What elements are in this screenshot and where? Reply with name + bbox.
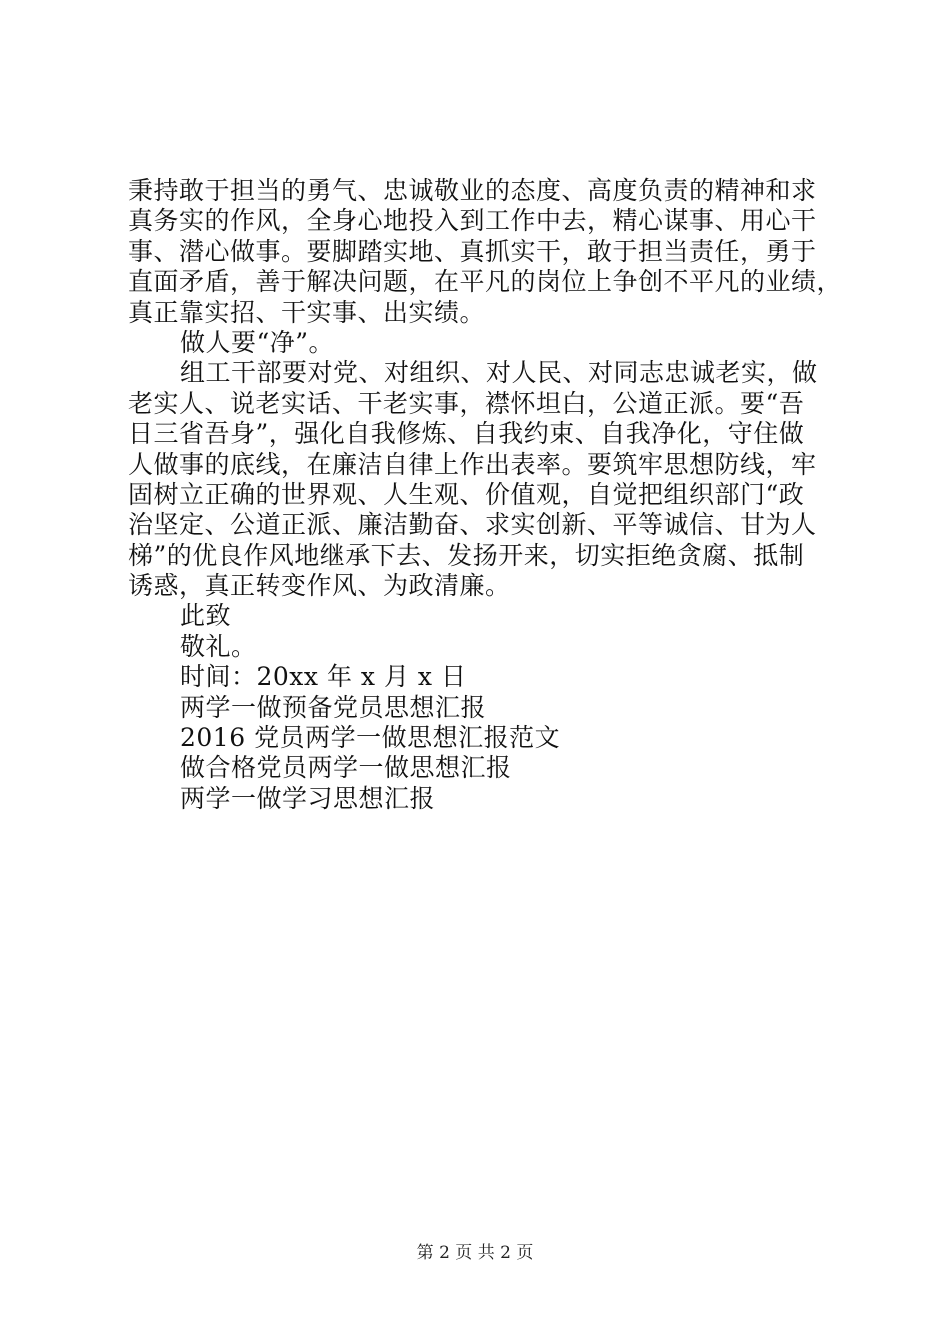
related-title: 两学一做预备党员思想汇报 (180, 692, 487, 722)
related-title: 2016 党员两学一做思想汇报范文 (180, 723, 561, 753)
page-footer (0, 1243, 950, 1263)
date-line: 时间：20xx 年 x 月 x 日 (180, 662, 467, 692)
closing-text: 此致 (180, 601, 232, 631)
paragraph-line: 真务实的作风，全身心地投入到工作中去，精心谋事、用心干 (128, 206, 817, 236)
document-body (128, 176, 843, 814)
salutation-text: 敬礼。 (180, 631, 257, 661)
related-title: 两学一做学习思想汇报 (180, 783, 436, 813)
paragraph-line: 诱惑，真正转变作风、为政清廉。 (128, 571, 511, 601)
section-heading: 做人要“净”。 (180, 327, 335, 357)
paragraph-line: 人做事的底线，在廉洁自律上作出表率。要筑牢思想防线，牢 (128, 449, 817, 479)
paragraph-line: 直面矛盾，善于解决问题，在平凡的岗位上争创不平凡的业绩， (128, 267, 843, 297)
paragraph-line: 日三省吾身”，强化自我修炼、自我约束、自我净化，守住做 (128, 419, 805, 449)
page-indicator: 第 2 页 共 2 页 (416, 1243, 534, 1263)
related-title: 做合格党员两学一做思想汇报 (180, 753, 512, 783)
paragraph-line: 秉持敢于担当的勇气、忠诚敬业的态度、高度负责的精神和求 (128, 176, 817, 205)
paragraph-line: 组工干部要对党、对组织、对人民、对同志忠诚老实，做 (180, 358, 818, 388)
paragraph-line: 真正靠实招、干实事、出实绩。 (128, 297, 486, 327)
paragraph-line: 固树立正确的世界观、人生观、价值观，自觉把组织部门“政 (128, 479, 805, 509)
paragraph-line: 梯”的优良作风地继承下去、发扬开来，切实拒绝贪腐、抵制 (128, 540, 805, 570)
paragraph-line: 治坚定、公道正派、廉洁勤奋、求实创新、平等诚信、甘为人 (128, 510, 817, 540)
paragraph-line: 事、潜心做事。要脚踏实地、真抓实干，敢于担当责任，勇于 (128, 236, 817, 266)
paragraph-line: 老实人、说老实话、干老实事，襟怀坦白，公道正派。要“吾 (128, 388, 805, 418)
